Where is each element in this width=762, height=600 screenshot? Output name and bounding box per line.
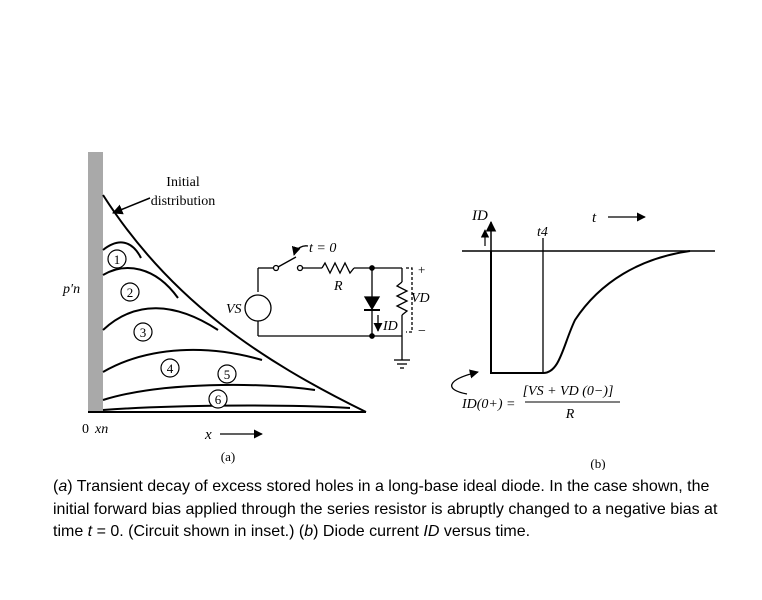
curve-2	[103, 268, 178, 298]
panel-b	[452, 208, 715, 470]
circuit-labels	[226, 241, 430, 339]
formula-denominator: R	[565, 407, 575, 422]
panel-a-label: (a)	[220, 449, 236, 464]
initial-pointer-arrow	[113, 198, 150, 213]
node-bottom	[370, 334, 374, 338]
minus-sign: −	[418, 324, 426, 339]
initial-current-label: ID(0+) =	[462, 397, 516, 412]
xn-label: xn	[95, 422, 109, 437]
diode-triangle	[365, 297, 379, 309]
switch-action-arrow	[294, 246, 308, 255]
caption-t-var: t	[87, 523, 93, 540]
resistor-right-zigzag	[397, 282, 407, 315]
source-circle	[245, 295, 271, 321]
y-axis-label-b: ID	[472, 208, 488, 224]
initial-label-line1: Initial	[166, 175, 200, 190]
curve-5-number: 5	[223, 367, 231, 382]
panel-a	[62, 152, 366, 464]
caption-a-tag: a	[58, 478, 68, 495]
plus-sign: +	[418, 262, 426, 277]
initial-label-line2: distribution	[150, 194, 216, 209]
switch-blade	[278, 257, 296, 267]
diode-current-label: ID	[383, 319, 398, 334]
curve-6-number: 6	[214, 392, 222, 407]
panel-b-label: (b)	[590, 456, 606, 470]
resistor-zigzag	[322, 263, 354, 273]
x-axis-label: x	[205, 427, 212, 443]
curve-6	[103, 406, 350, 410]
resistor-label: R	[334, 279, 343, 294]
origin-label: 0	[82, 422, 89, 437]
curve-1-number: 1	[113, 252, 121, 267]
caption-part-3: ) Diode current	[313, 523, 424, 540]
caption-part-2: = 0. (Circuit shown in inset.) (	[92, 523, 305, 540]
diode-current-curve	[491, 251, 690, 373]
curve-3-number: 3	[139, 325, 147, 340]
y-axis-label: p′n	[63, 282, 81, 297]
circuit-inset	[245, 246, 412, 368]
diode-voltage-label: VD	[411, 291, 430, 306]
caption-b-tag: b	[304, 523, 314, 540]
switch-contact-1	[274, 266, 279, 271]
curve-4-number: 4	[166, 361, 174, 376]
curve-3	[103, 308, 218, 330]
source-label: VS	[226, 302, 242, 317]
formula-numerator: [VS + VD (0−)]	[522, 384, 614, 399]
switch-contact-2	[298, 266, 303, 271]
initial-current-pointer	[452, 372, 478, 394]
t4-label: t4	[537, 225, 548, 240]
caption-part-1: Transient decay of excess stored holes in a long-base ideal diode. In the case shown, the initial forward bias applied through the series resistor is abruptly changed to a negative bias at time	[53, 478, 718, 540]
curve-2-number: 2	[126, 285, 134, 300]
contact-wall	[88, 152, 103, 412]
caption-part-4: versus time.	[439, 523, 531, 540]
figure-caption: (a) Transient decay of excess stored holes in a long-base ideal diode. In the case shown, the initial forward bias applied through the series resistor is abruptly changed to a negative bias at time t = 0. (Circuit shown in inset.) (b) Diode current ID versus time.	[53, 478, 718, 540]
t-label: t	[592, 210, 597, 226]
curve-4	[103, 350, 262, 372]
switch-label: t = 0	[309, 241, 337, 256]
caption-id-var: ID	[423, 523, 440, 540]
